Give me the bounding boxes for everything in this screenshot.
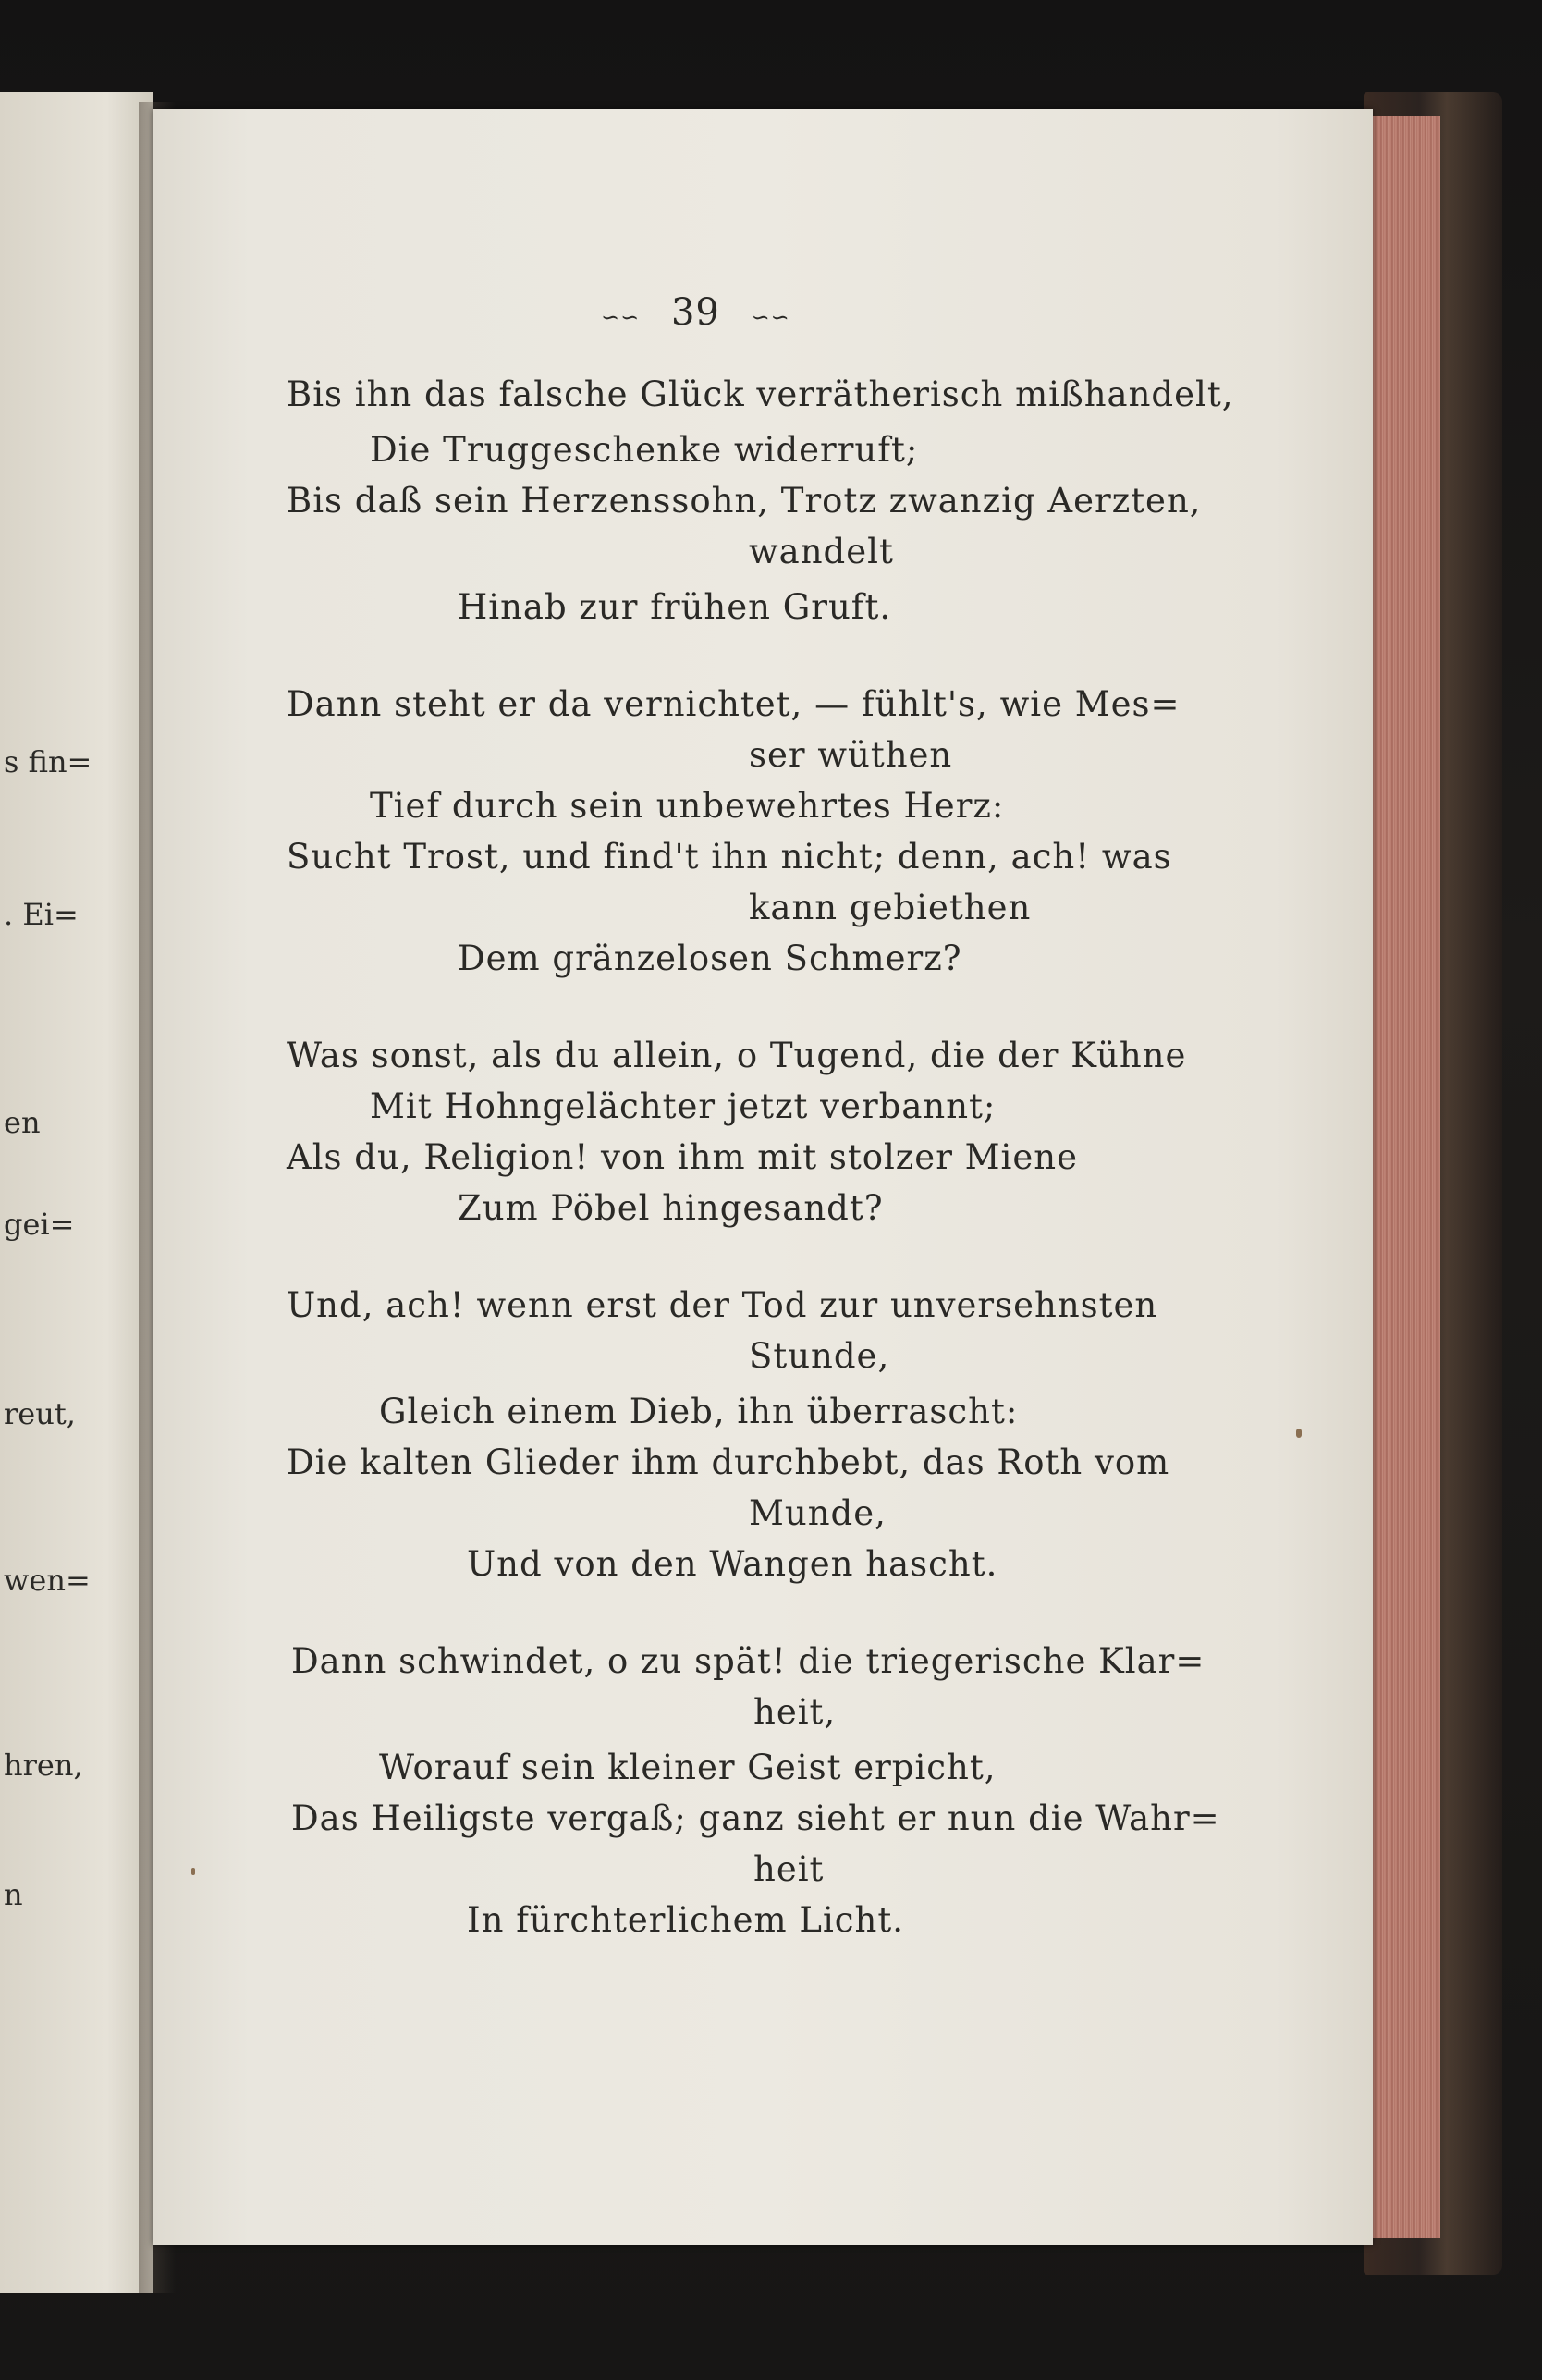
- verse-line: Die Truggeschenke widerruft;: [370, 430, 919, 470]
- left-fragment: s fin=: [4, 744, 92, 779]
- verse-line: Bis daß sein Herzenssohn, Trotz zwanzig Aerzten,: [287, 481, 1202, 521]
- left-fragment: wen=: [4, 1563, 91, 1598]
- left-fragment: . Ei=: [4, 897, 79, 932]
- left-fragment: en: [4, 1105, 41, 1140]
- verse-line: Dann steht er da vernichtet, — fühlt's, wie Mes=: [287, 684, 1181, 724]
- verse-line: heit,: [753, 1692, 837, 1732]
- page-number: 39: [670, 291, 720, 334]
- verse-line: kann gebiethen: [749, 888, 1032, 927]
- paper-speck: [1296, 1429, 1302, 1438]
- page-edges: [1366, 116, 1440, 2238]
- verse-line: heit: [753, 1849, 825, 1889]
- left-fragment: reut,: [4, 1396, 76, 1431]
- verse-line: Sucht Trost, und find't ihn nicht; denn, ach! was: [287, 837, 1172, 877]
- verse-line: ser wüthen: [749, 735, 953, 775]
- verse-line: Dem gränzelosen Schmerz?: [458, 939, 962, 978]
- verse-line: Was sonst, als du allein, o Tugend, die der Kühne: [287, 1036, 1187, 1075]
- header-ornament-right: ∽∽: [751, 304, 790, 330]
- verse-line: Die kalten Glieder ihm durchbebt, das Roth vom: [287, 1442, 1170, 1482]
- verse-line: Worauf sein kleiner Geist erpicht,: [379, 1748, 997, 1787]
- verse-line: Zum Pöbel hingesandt?: [458, 1188, 884, 1228]
- verse-line: Stunde,: [749, 1336, 890, 1376]
- verse-line: Das Heiligste vergaß; ganz sieht er nun die Wahr=: [291, 1798, 1220, 1838]
- left-fragment: gei=: [4, 1207, 75, 1242]
- verse-line: Gleich einem Dieb, ihn überrascht:: [379, 1392, 1019, 1431]
- verse-line: Munde,: [749, 1493, 887, 1533]
- left-facing-page: [0, 92, 153, 2293]
- verse-line: Tief durch sein unbewehrtes Herz:: [370, 786, 1005, 826]
- left-fragment: n: [4, 1877, 23, 1912]
- verse-line: In fürchterlichem Licht.: [467, 1900, 904, 1940]
- header-ornament-left: ∽∽: [601, 304, 641, 330]
- verse-line: Bis ihn das falsche Glück verrätherisch mißhandelt,: [287, 374, 1234, 414]
- verse-line: wandelt: [749, 532, 894, 571]
- page-header: [601, 291, 790, 334]
- verse-line: Und von den Wangen hascht.: [467, 1544, 998, 1584]
- verse-line: Als du, Religion! von ihm mit stolzer Miene: [287, 1137, 1078, 1177]
- verse-line: Dann schwindet, o zu spät! die triegerische Klar=: [291, 1641, 1205, 1681]
- paper-speck: [191, 1868, 195, 1875]
- verse-line: Mit Hohngelächter jetzt verbannt;: [370, 1086, 997, 1126]
- verse-line: Hinab zur frühen Gruft.: [458, 587, 892, 627]
- left-fragment: hren,: [4, 1748, 83, 1783]
- verse-line: Und, ach! wenn erst der Tod zur unversehnsten: [287, 1285, 1158, 1325]
